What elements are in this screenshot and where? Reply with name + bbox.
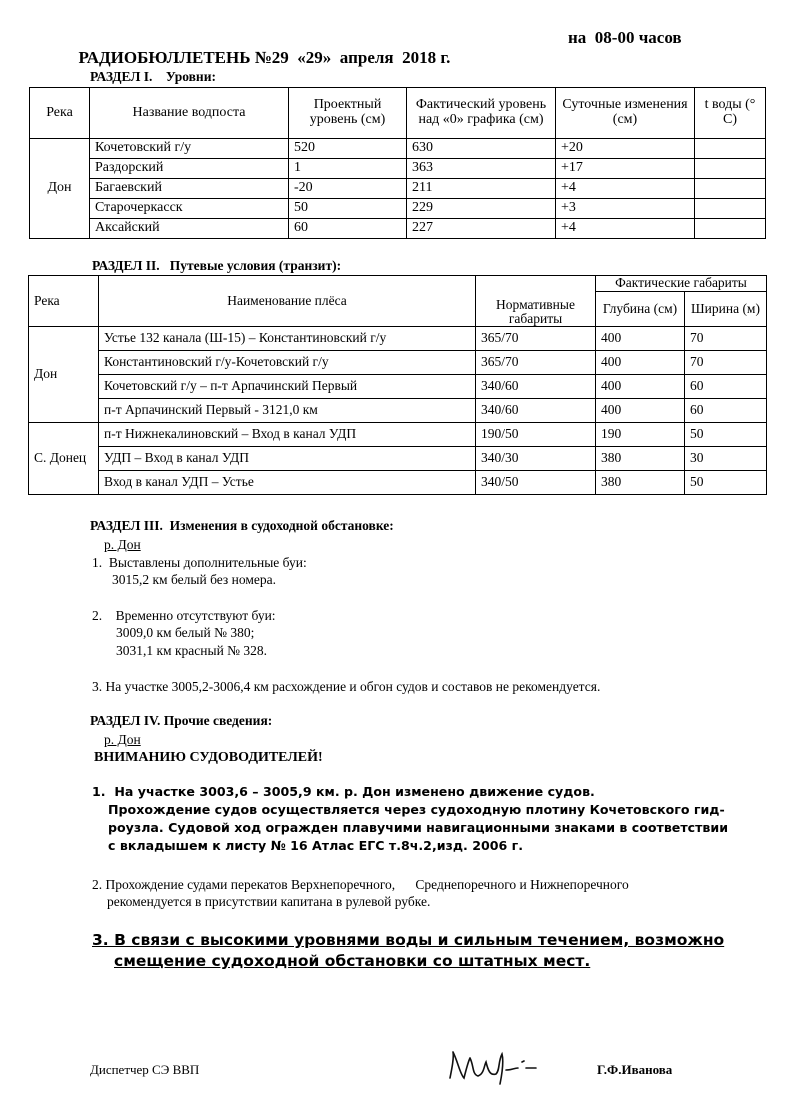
- daily-change: +4: [556, 219, 695, 239]
- stretch-name: Кочетовский г/у – п-т Арпачинский Первый: [99, 375, 476, 399]
- section4-item2-line2: рекомендуется в присутствии капитана в рулевой рубке.: [107, 894, 431, 909]
- table-row: [29, 471, 767, 495]
- depth: 400: [596, 351, 685, 375]
- width: 60: [685, 375, 767, 399]
- table-row: [29, 351, 767, 375]
- stretch-name: п-т Арпачинский Первый - 3121,0 км: [99, 399, 476, 423]
- daily-change: +17: [556, 159, 695, 179]
- section4-item2-line1: 2. Прохождение судами перекатов Верхнепоречного, Среднепоречного и Нижнепоречного: [92, 877, 629, 892]
- post-name: Кочетовский г/у: [90, 139, 289, 159]
- dispatcher-position: Диспетчер СЭ ВВП: [90, 1062, 200, 1077]
- stretch-name: Вход в канал УДП – Устье: [99, 471, 476, 495]
- col-norm: Нормативные габариты: [476, 276, 596, 327]
- table-row: [30, 179, 766, 199]
- river-cell: Дон: [29, 327, 99, 423]
- depth: 380: [596, 447, 685, 471]
- section1-title: РАЗДЕЛ I. Уровни:: [90, 69, 216, 84]
- title-time: на 08-00 часов: [568, 28, 682, 47]
- table-row: [30, 219, 766, 239]
- section4-title: РАЗДЕЛ IV. Прочие сведения:: [90, 713, 273, 728]
- col-actual-level: Фактический уровень над «0» графика (см): [407, 88, 556, 139]
- project-level: 60: [289, 219, 407, 239]
- project-level: 50: [289, 199, 407, 219]
- water-temp: [695, 159, 766, 179]
- norm-dims: 365/70: [476, 351, 596, 375]
- project-level: -20: [289, 179, 407, 199]
- section4-item3-line1: 3. В связи с высокими уровнями воды и сильным течением, возможно: [92, 931, 725, 949]
- daily-change: +4: [556, 179, 695, 199]
- levels-table: [29, 87, 766, 239]
- post-name: Аксайский: [90, 219, 289, 239]
- post-name: Раздорский: [90, 159, 289, 179]
- norm-dims: 365/70: [476, 327, 596, 351]
- signature-icon: [440, 1040, 550, 1090]
- dispatcher-name: Г.Ф.Иванова: [597, 1062, 673, 1077]
- levels-header-row: [30, 88, 766, 139]
- section3-river: р. Дон: [104, 537, 141, 552]
- depth: 380: [596, 471, 685, 495]
- width: 70: [685, 327, 767, 351]
- water-temp: [695, 199, 766, 219]
- daily-change: +20: [556, 139, 695, 159]
- col-river: Река: [29, 276, 99, 327]
- col-fact: Фактические габариты: [596, 276, 767, 292]
- section3-item2: 2. Временно отсутствуют буи:: [92, 608, 276, 623]
- river-cell: С. Донец: [29, 423, 99, 495]
- table-row: [29, 375, 767, 399]
- post-name: Багаевский: [90, 179, 289, 199]
- daily-change: +3: [556, 199, 695, 219]
- section4-river: р. Дон: [104, 732, 141, 747]
- section4-item1-line1: 1. На участке 3003,6 – 3005,9 км. р. Дон изменено движение судов.: [92, 784, 595, 799]
- section3-item2-detail1: 3009,0 км белый № 380;: [116, 625, 255, 640]
- stretch-name: п-т Нижнекалиновский – Вход в канал УДП: [99, 423, 476, 447]
- col-daily-change: Суточные изменения (см): [556, 88, 695, 139]
- width: 30: [685, 447, 767, 471]
- stretch-name: Константиновский г/у-Кочетовский г/у: [99, 351, 476, 375]
- stretch-name: УДП – Вход в канал УДП: [99, 447, 476, 471]
- transit-header-row: [29, 276, 767, 292]
- col-stretch: Наименование плёса: [99, 276, 476, 327]
- col-post: Название водпоста: [90, 88, 289, 139]
- norm-dims: 190/50: [476, 423, 596, 447]
- width: 60: [685, 399, 767, 423]
- section4-item1-line3: роузла. Судовой ход огражден плавучими навигационными знаками в соответствии: [108, 820, 729, 835]
- table-row: [29, 447, 767, 471]
- attention-heading: ВНИМАНИЮ СУДОВОДИТЕЛЕЙ!: [94, 750, 323, 765]
- norm-dims: 340/60: [476, 375, 596, 399]
- post-name: Старочеркасск: [90, 199, 289, 219]
- section4-item3-line2: смещение судоходной обстановки со штатных мест.: [114, 952, 591, 970]
- width: 50: [685, 471, 767, 495]
- col-river: Река: [30, 88, 90, 139]
- project-level: 520: [289, 139, 407, 159]
- width: 70: [685, 351, 767, 375]
- col-water-temp: t воды (° C): [695, 88, 766, 139]
- water-temp: [695, 139, 766, 159]
- actual-level: 227: [407, 219, 556, 239]
- stretch-name: Устье 132 канала (Ш-15) – Константиновский г/у: [99, 327, 476, 351]
- table-row: [29, 423, 767, 447]
- depth: 400: [596, 327, 685, 351]
- col-project-level: Проектный уровень (см): [289, 88, 407, 139]
- section3-title: РАЗДЕЛ III. Изменения в судоходной обстановке:: [90, 518, 394, 533]
- river-cell: Дон: [30, 139, 90, 239]
- norm-dims: 340/30: [476, 447, 596, 471]
- actual-level: 630: [407, 139, 556, 159]
- table-row: [30, 199, 766, 219]
- section2-title: РАЗДЕЛ II. Путевые условия (транзит):: [92, 258, 342, 273]
- water-temp: [695, 219, 766, 239]
- section3-item3: 3. На участке 3005,2-3006,4 км расхождение и обгон судов и составов не рекомендуется.: [92, 679, 601, 694]
- actual-level: 211: [407, 179, 556, 199]
- project-level: 1: [289, 159, 407, 179]
- table-row: [30, 159, 766, 179]
- table-row: [29, 399, 767, 423]
- section4-item1-line2: Прохождение судов осуществляется через судоходную плотину Кочетовского гид-: [108, 802, 725, 817]
- actual-level: 229: [407, 199, 556, 219]
- depth: 400: [596, 399, 685, 423]
- actual-level: 363: [407, 159, 556, 179]
- width: 50: [685, 423, 767, 447]
- section4-item1-line4: с вкладышем к листу № 16 Атлас ЕГС т.8ч.2,изд. 2006 г.: [108, 838, 524, 853]
- section3-item1-detail: 3015,2 км белый без номера.: [112, 572, 276, 587]
- table-row: [30, 139, 766, 159]
- section3-item2-detail2: 3031,1 км красный № 328.: [116, 643, 268, 658]
- table-row: [29, 327, 767, 351]
- norm-dims: 340/60: [476, 399, 596, 423]
- depth: 400: [596, 375, 685, 399]
- col-depth: Глубина (см): [596, 292, 685, 327]
- transit-table: [28, 275, 767, 495]
- water-temp: [695, 179, 766, 199]
- norm-dims: 340/50: [476, 471, 596, 495]
- depth: 190: [596, 423, 685, 447]
- title-left: РАДИОБЮЛЛЕТЕНЬ №29 «29» апреля 2018 г.: [78, 48, 451, 67]
- section3-item1: 1. Выставлены дополнительные буи:: [92, 555, 307, 570]
- col-width: Ширина (м): [685, 292, 767, 327]
